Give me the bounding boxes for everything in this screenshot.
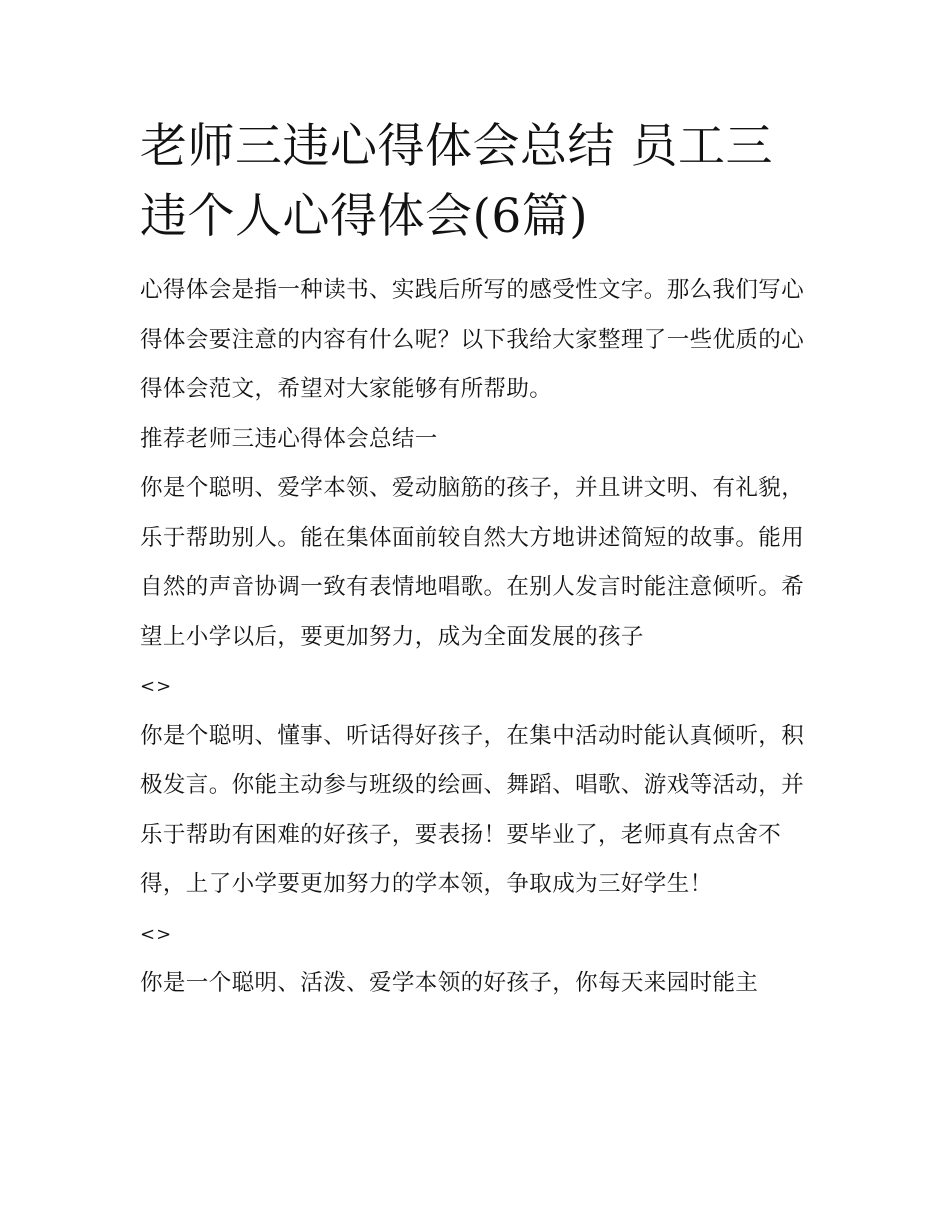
paragraph-1: 你是个聪明、爱学本领、爱动脑筋的孩子，并且讲文明、有礼貌，乐于帮助别人。能在集体面前较自然大方地讲述简短的故事。能用自然的声音协调一致有表情地唱歌。在别人发言时能注意倾听。希望上小学以后，要更加努力，成为全面发展的孩子 [140, 475, 805, 650]
intro-paragraph: 心得体会是指一种读书、实践后所写的感受性文字。那么我们写心得体会要注意的内容有什么呢？以下我给大家整理了一些优质的心得体会范文，希望对大家能够有所帮助。 [140, 277, 805, 402]
document-body [140, 266, 812, 1009]
separator-marker-1: <> [140, 676, 173, 697]
separator-marker-2: <> [140, 923, 173, 945]
document-page [140, 112, 812, 1009]
document-title: 老师三违心得体会总结 员工三违个人心得体会(6篇) [140, 119, 773, 244]
section-heading: 推荐老师三违心得体会总结一 [140, 425, 438, 452]
paragraph-3: 你是一个聪明、活泼、爱学本领的好孩子，你每天来园时能主 [140, 970, 759, 996]
paragraph-2: 你是个聪明、懂事、听话得好孩子，在集中活动时能认真倾听，积极发言。你能主动参与班级的绘画、舞蹈、唱歌、游戏等活动，并乐于帮助有困难的好孩子，要表扬！要毕业了，老师真有点舍不得，上了小学要更加努力的学本领，争取成为三好学生！ [140, 722, 805, 897]
